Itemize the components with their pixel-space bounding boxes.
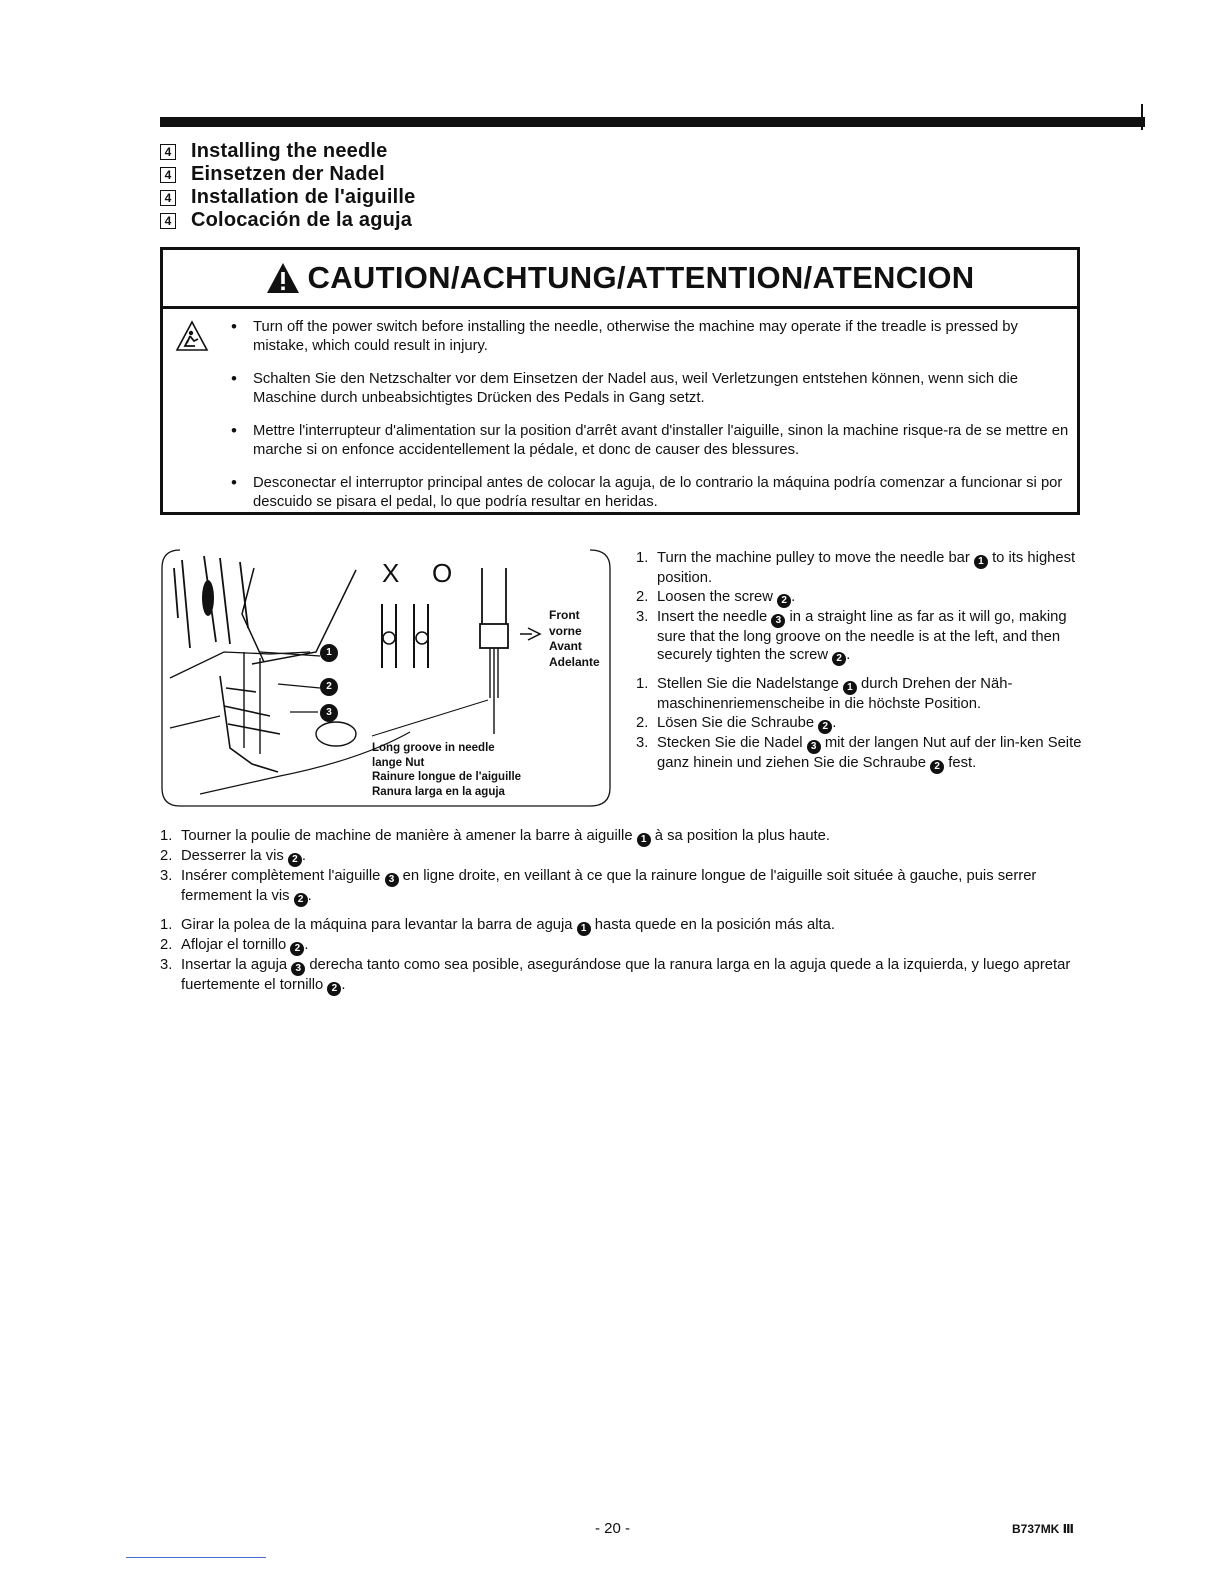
step-item: [636, 608, 1086, 667]
model-number: B737MK Ⅲ: [1012, 1522, 1075, 1536]
step-item: [160, 847, 1090, 867]
callout-3: 3: [320, 704, 338, 722]
bottom-link-line: [126, 1557, 266, 1558]
step-item: [636, 714, 1086, 734]
callout-ref: 3: [385, 873, 399, 887]
step-number: 3.: [636, 608, 649, 625]
caution-box: [160, 247, 1080, 515]
step-text: .: [341, 977, 346, 993]
page-number: - 20 -: [595, 1520, 631, 1537]
step-text: in a straight line as far as it will go, making sure that the long groove on the needle is at the left, and then securely tighten the screw: [657, 608, 1067, 663]
direction-label: Avant: [549, 639, 582, 653]
callout-ref: 2: [777, 594, 791, 608]
step-item: [160, 867, 1090, 907]
step-text: Turn the machine pulley to move the needle bar: [657, 550, 974, 566]
callout-ref: 1: [843, 681, 857, 695]
step-text: Tourner la poulie de machine de manière à amener la barre à aiguille: [181, 828, 637, 844]
step-item: [160, 827, 1090, 847]
callout-ref: 3: [807, 740, 821, 754]
step-number: 3.: [160, 957, 173, 973]
step-text: durch Drehen der Näh-maschinenriemenscheibe in die höchste Position.: [657, 676, 1013, 712]
step-number: 2.: [636, 588, 649, 605]
groove-label: Rainure longue de l'aiguille: [372, 771, 522, 783]
callout-ref: 2: [288, 853, 302, 867]
heading-text: Installing the needle: [191, 140, 388, 162]
section-number-box: 4: [160, 167, 176, 183]
heading-text: Installation de l'aiguille: [191, 186, 416, 208]
step-number: 3.: [636, 734, 649, 751]
header-rule: [160, 117, 1145, 127]
header-rule-tick: [1141, 104, 1143, 130]
callout-ref: 2: [832, 652, 846, 666]
step-text: hasta quede en la posición más alta.: [590, 917, 835, 933]
heading-text: Einsetzen der Nadel: [191, 163, 385, 185]
step-text: derecha tanto como sea posible, asegurándose que la ranura larga en la aguja quede a la izquierda, y luego apretar fuertemente el tornillo: [181, 957, 1071, 993]
caution-bullet-de: • Schalten Sie den Netzschalter vor dem Einsetzen der Nadel aus, weil Verletzungen entstehen können, wenn sich die Maschine durch unbeabsichtigtes Drücken des Pedals in Gang setzt.: [225, 370, 1073, 408]
right-mark: O: [432, 558, 453, 588]
callout-1: 1: [320, 644, 338, 662]
step-number: 1.: [636, 676, 649, 692]
step-item: [636, 549, 1086, 588]
callout-ref: 2: [327, 982, 341, 996]
step-text: Aflojar el tornillo: [181, 937, 291, 953]
groove-label: lange Nut: [372, 756, 425, 769]
heading-en: [160, 140, 415, 163]
callout-ref: 2: [294, 893, 308, 907]
step-number: 3.: [160, 868, 173, 884]
steps-german: [636, 675, 1086, 774]
groove-label: Long groove in needle: [372, 742, 495, 754]
caution-bullet-es: • Desconectar el interruptor principal antes de colocar la aguja, de lo contrario la máquina podría comenzar a funcionar si por descuido se pisara el pedal, lo que podría resultar en heridas.: [225, 474, 1073, 512]
step-text: Stellen Sie die Nadelstange: [657, 676, 843, 692]
section-number-box: 4: [160, 213, 176, 229]
callout-ref: 1: [577, 922, 591, 936]
step-text: Lösen Sie die Schraube: [657, 714, 819, 731]
heading-fr: [160, 186, 415, 209]
step-text: .: [307, 888, 312, 904]
needle-installation-figure: [160, 548, 612, 810]
step-text: Insertar la aguja: [181, 957, 292, 973]
step-text: .: [832, 714, 837, 731]
step-item: [160, 936, 1090, 956]
step-number: 2.: [160, 937, 173, 953]
wrong-mark: X: [382, 558, 400, 588]
step-text: to its highest position.: [657, 550, 1076, 586]
callout-ref: 1: [637, 833, 651, 847]
step-text: Insérer complètement l'aiguille: [181, 868, 385, 884]
heading-de: [160, 163, 415, 186]
section-number-box: 4: [160, 190, 176, 206]
direction-label: Front: [549, 608, 580, 622]
callout-ref: 3: [291, 962, 305, 976]
caution-bullet-en: • Turn off the power switch before installing the needle, otherwise the machine may operate if the treadle is pressed by mistake, which could result in injury.: [225, 318, 1073, 356]
caution-bullets: [225, 318, 1073, 526]
caution-header: [163, 250, 1077, 309]
heading-es: [160, 209, 415, 232]
injury-hazard-icon: [175, 320, 209, 352]
step-text: en ligne droite, en veillant à ce que la rainure longue de l'aiguille soit située à gauche, puis serrer fermement la vis: [181, 868, 1037, 904]
step-text: .: [846, 647, 851, 663]
step-text: à sa position la plus haute.: [650, 828, 831, 844]
caution-bullet-fr: • Mettre l'interrupteur d'alimentation sur la position d'arrêt avant d'installer l'aiguille, sinon la machine risque-ra de se mettre en marche si on enfonce accidentellement la pédale, et donc de causer des blessures.: [225, 422, 1073, 460]
callout-ref: 2: [930, 760, 944, 774]
step-text: mit der langen Nut auf der lin-ken Seite ganz hinein und ziehen Sie die Schraube: [657, 734, 1082, 771]
step-item: [636, 734, 1086, 774]
steps-english: [636, 549, 1086, 666]
step-item: [160, 916, 1090, 936]
step-text: Loosen the screw: [657, 588, 778, 605]
step-text: Desserrer la vis: [181, 848, 288, 864]
groove-labels: [372, 741, 521, 799]
callout-ref: 2: [290, 942, 304, 956]
callout-2: 2: [320, 678, 338, 696]
step-number: 2.: [636, 714, 649, 731]
step-item: [636, 588, 1086, 608]
groove-label: Ranura larga en la aguja: [372, 785, 505, 798]
warning-triangle-icon: [266, 262, 300, 294]
callout-ref: 3: [771, 614, 785, 628]
direction-label: vorne: [549, 623, 582, 638]
step-text: .: [791, 588, 796, 605]
step-text: fest.: [944, 754, 977, 771]
step-text: Girar la polea de la máquina para levantar la barra de aguja: [181, 917, 577, 933]
callout-ref: 1: [974, 555, 988, 569]
step-text: Insert the needle: [657, 608, 772, 625]
steps-spanish: [160, 916, 1090, 996]
step-number: 1.: [636, 550, 649, 566]
steps-french: [160, 827, 1090, 907]
section-headings: [160, 140, 415, 232]
step-number: 2.: [160, 848, 173, 864]
step-number: 1.: [160, 828, 173, 844]
step-text: .: [304, 937, 309, 953]
front-direction-labels: [549, 608, 600, 670]
step-item: [160, 956, 1090, 996]
callout-ref: 2: [818, 720, 832, 734]
direction-label: Adelante: [549, 654, 600, 669]
caution-title: CAUTION/ACHTUNG/ATTENTION/ATENCION: [307, 260, 975, 295]
step-item: [636, 675, 1086, 714]
step-text: .: [301, 848, 307, 864]
heading-text: Colocación de la aguja: [191, 209, 413, 231]
section-number-box: 4: [160, 144, 176, 160]
step-number: 1.: [160, 917, 173, 933]
step-text: Stecken Sie die Nadel: [657, 734, 807, 751]
